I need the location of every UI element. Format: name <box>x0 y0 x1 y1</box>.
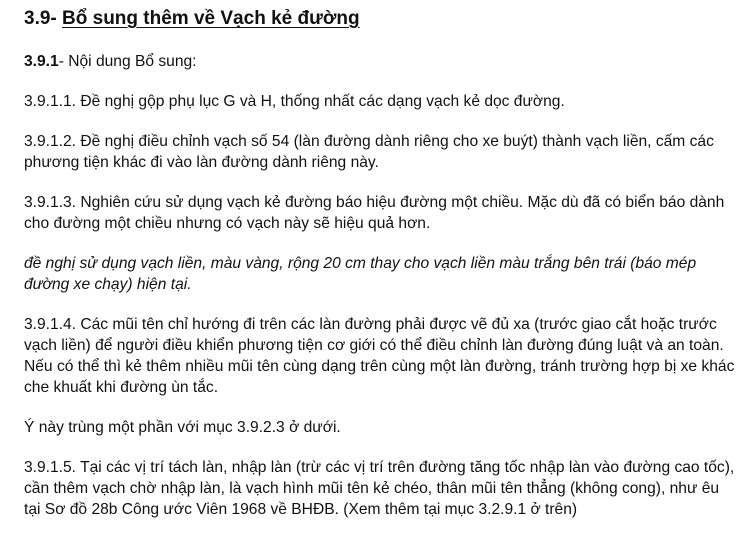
section-heading <box>24 6 736 32</box>
subsection-label: - Nội dung Bổ sung: <box>58 53 197 70</box>
overlap-note: Ý này trùng một phần với mục 3.9.2.3 ở dưới. <box>24 419 341 436</box>
paragraph-3-9-1-3: 3.9.1.3. Nghiên cứu sử dụng vạch kẻ đường báo hiệu đường một chiều. Mặc dù đã có biển báo dành cho đường một chiều nhưng có vạch này sẽ hiệu quả hơn. <box>24 194 725 232</box>
subsection-number: 3.9.1 <box>24 53 59 70</box>
paragraph-3-9-1-5: 3.9.1.5. Tại các vị trí tách làn, nhập làn (trừ các vị trí trên đường tăng tốc nhập làn vào đường cao tốc), cần thêm vạch chờ nhập làn, là vạch hình mũi tên kẻ chéo, thân mũi tên thẳng (không cong), như êu tại Sơ đồ 28b Công ước Viên 1968 về BHĐB. (Xem thêm tại mục 3.2.9.1 ở trên) <box>24 459 735 518</box>
document-page <box>24 6 736 539</box>
subsection-heading <box>24 51 736 72</box>
paragraph-3-9-1-4: 3.9.1.4. Các mũi tên chỉ hướng đi trên các làn đường phải được vẽ đủ xa (trước giao cắt hoặc trước vạch liền) để người điều khiển phương tiện cơ giới có thể điều chỉnh làn đường đúng luật và an toàn. Nếu có thể thì kẻ thêm nhiều mũi tên cùng dạng trên cùng một làn đường, tránh trường hợp bị xe khác che khuất khi đường ùn tắc. <box>24 316 735 396</box>
paragraph-3-9-1-1: 3.9.1.1. Đề nghị gộp phụ lục G và H, thống nhất các dạng vạch kẻ dọc đường. <box>24 93 565 110</box>
proposal-note: đề nghị sử dụng vạch liền, màu vàng, rộng 20 cm thay cho vạch liền màu trắng bên trái (báo mép đường xe chạy) hiện tại. <box>24 255 697 293</box>
section-number: 3.9- <box>24 8 57 29</box>
paragraph-3-9-1-2: 3.9.1.2. Đề nghị điều chỉnh vạch số 54 (làn đường dành riêng cho xe buýt) thành vạch liền, cấm các phương tiện khác đi vào làn đường dành riêng này. <box>24 133 714 171</box>
section-title: Bổ sung thêm về Vạch kẻ đường <box>62 8 360 29</box>
